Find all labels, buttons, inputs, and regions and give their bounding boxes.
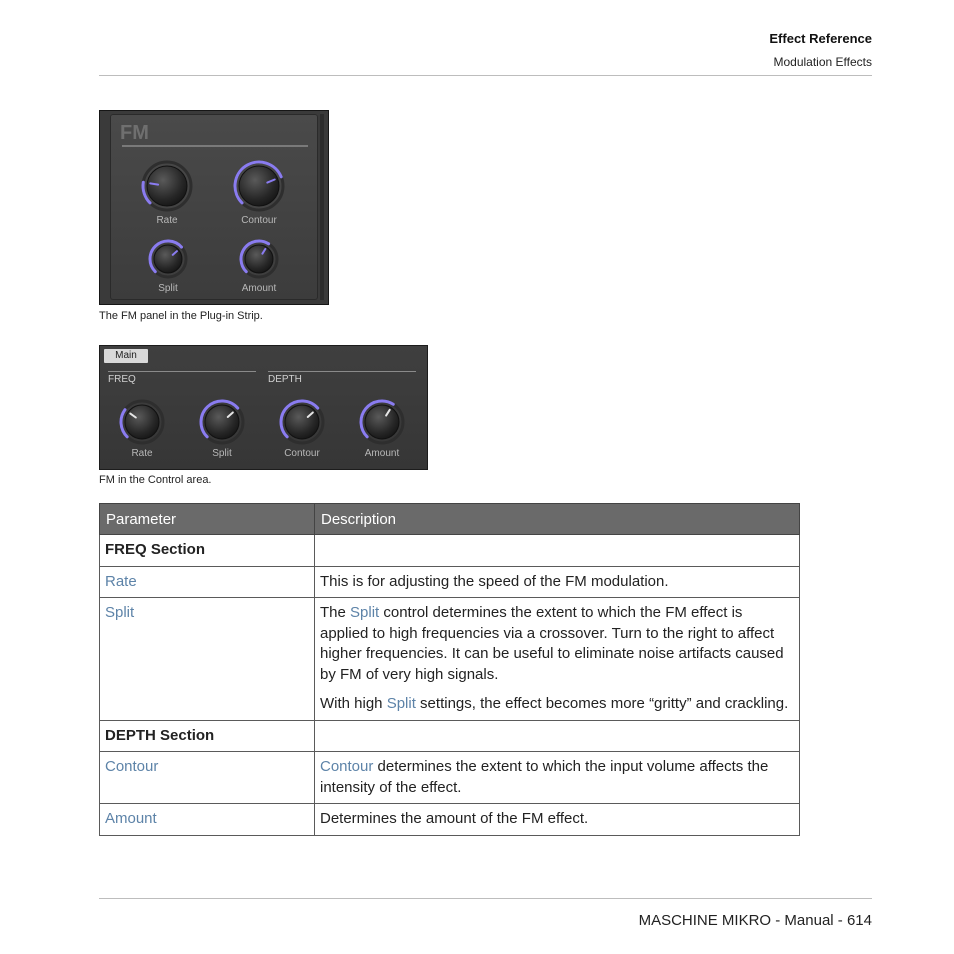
fm-panel-caption: The FM panel in the Plug-in Strip. <box>99 310 263 322</box>
amount-desc-cell: Determines the amount of the FM effect. <box>315 804 800 836</box>
contour-param-cell <box>100 752 315 804</box>
knob-indicator <box>150 183 158 184</box>
footer-rule <box>99 898 872 899</box>
split-desc-para-2: With high Split settings, the effect becomes more “gritty” and crackling. <box>320 695 789 712</box>
table-row <box>100 566 800 598</box>
knob-body <box>365 405 399 439</box>
header-subtitle: Modulation Effects <box>773 55 872 69</box>
depth-section-label: DEPTH <box>268 374 302 385</box>
freq-section-line <box>108 371 256 372</box>
rate-param-cell <box>100 566 315 598</box>
knob-body <box>239 166 279 206</box>
contour-knob[interactable] <box>232 159 286 213</box>
control-split-knob[interactable] <box>198 398 246 446</box>
control-amount-knob[interactable] <box>358 398 406 446</box>
split-desc-para-1: The Split control determines the extent to which the FM effect is applied to high frequencies via a crossover. Turn to the right to affect higher frequencies. It can be useful to eliminate noise artifacts caused by FM of very high signals. <box>320 604 784 683</box>
amount-knob[interactable] <box>238 238 280 280</box>
split-link[interactable]: Split <box>105 604 135 621</box>
table-row <box>100 720 800 752</box>
split-knob-label: Split <box>158 283 178 294</box>
empty-cell <box>315 720 800 752</box>
fm-panel-body <box>110 114 318 300</box>
knob-body <box>154 245 182 273</box>
fm-panel-title: FM <box>120 122 149 144</box>
footer-page-info: MASCHINE MIKRO - Manual - 614 <box>638 912 872 929</box>
header-title: Effect Reference <box>769 31 872 46</box>
parameter-table <box>99 503 800 836</box>
depth-section-line <box>268 371 416 372</box>
control-contour-label: Contour <box>284 448 320 459</box>
table-row <box>100 535 800 567</box>
control-area-panel <box>99 345 428 470</box>
table-row <box>100 598 800 721</box>
rate-knob-label: Rate <box>156 215 178 226</box>
amount-link[interactable]: Amount <box>105 810 157 827</box>
table-row <box>100 804 800 836</box>
amount-param-cell <box>100 804 315 836</box>
split-desc-cell <box>315 598 800 721</box>
rate-knob[interactable] <box>140 159 194 213</box>
tab-main[interactable]: Main <box>104 349 148 363</box>
fm-plugin-panel <box>99 110 329 305</box>
header-description: Description <box>315 504 800 535</box>
fm-title-underline <box>122 145 308 147</box>
amount-knob-label: Amount <box>241 283 277 294</box>
knob-body <box>285 405 319 439</box>
empty-cell <box>315 535 800 567</box>
freq-section-label: FREQ <box>108 374 136 385</box>
control-amount-label: Amount <box>364 448 400 459</box>
contour-inline-link[interactable]: Contour <box>320 758 374 775</box>
split-knob[interactable] <box>147 238 189 280</box>
control-area-caption: FM in the Control area. <box>99 474 212 486</box>
header-rule <box>99 75 872 76</box>
split-inline-link-2[interactable]: Split <box>386 695 416 712</box>
knob-body <box>205 405 239 439</box>
split-param-cell <box>100 598 315 721</box>
table-header-row <box>100 504 800 535</box>
rate-link[interactable]: Rate <box>105 572 137 590</box>
rate-desc-cell: This is for adjusting the speed of the FM modulation. <box>315 566 800 598</box>
fm-panel-scroll-edge <box>320 114 324 300</box>
header-parameter: Parameter <box>100 504 315 535</box>
control-rate-label: Rate <box>131 448 153 459</box>
contour-knob-label: Contour <box>241 215 277 226</box>
freq-section-cell: FREQ Section <box>100 535 315 567</box>
contour-link[interactable]: Contour <box>105 758 159 775</box>
table-row <box>100 752 800 804</box>
knob-body <box>245 245 273 273</box>
control-contour-knob[interactable] <box>278 398 326 446</box>
control-rate-knob[interactable] <box>118 398 166 446</box>
knob-body <box>147 166 187 206</box>
contour-desc-cell: Contour determines the extent to which the input volume affects the intensity of the effect. <box>315 752 800 804</box>
depth-section-cell: DEPTH Section <box>100 720 315 752</box>
control-split-label: Split <box>212 448 232 459</box>
split-inline-link[interactable]: Split <box>350 604 380 621</box>
knob-body <box>125 405 159 439</box>
